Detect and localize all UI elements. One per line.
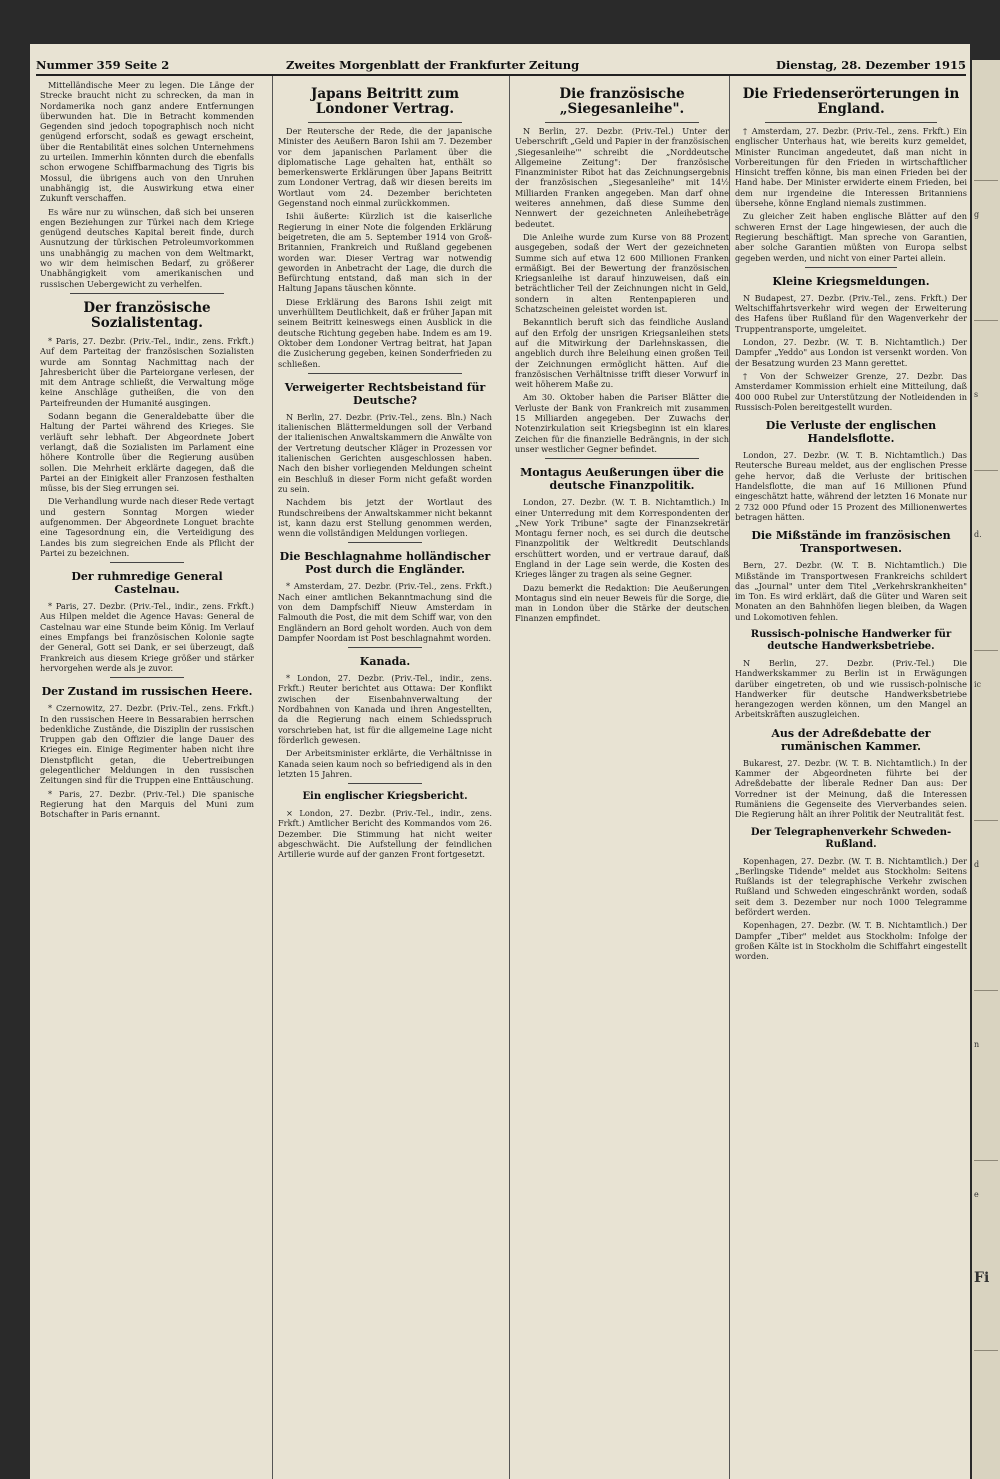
paragraph: † Von der Schweizer Grenze, 27. Dezbr. Das Amsterdamer Kommission erhielt eine Mitteilung, daß 400 000 Rubel zur Unterstützung der Notleidenden in Russisch-Polen bereitgestellt wurden. (735, 370, 967, 412)
page-stack-edge (972, 60, 1000, 1479)
article-heading: Der Telegraphenverkehr Schweden-Rußland. (750, 826, 952, 850)
section-rule (348, 647, 422, 648)
article-heading: Der Zustand im russischen Heere. (41, 685, 253, 699)
article-heading: Japans Beitritt zum Londoner Vertrag. (311, 86, 459, 117)
paragraph: Kopenhagen, 27. Dezbr. (W. T. B. Nichtamtlich.) Der „Berlingske Tidende" meldet aus Stockholm: Seitens Rußlands ist der telegraphische Verkehr zwischen Rußland und Schweden eingeschränkt worden, sodaß seit dem 3. Dezember nur noch 1000 Telegramme befördert werden. (735, 855, 967, 918)
edge-fragment: ic (974, 680, 982, 689)
paragraph: Der Reutersche der Rede, die der japanische Minister des Aeußern Baron Ishii am 7. Dezember vor dem japanischen Parlament über die diplomatische Lage gehalten hat, enthält so bemerkenswerte Erklärungen über Japans Beitritt zum Londoner Vertrag, daß wir diesen bereits im Wortlaut vom 24. Dezember berichteten Gegenstand noch einmal zurückkommen. (278, 126, 492, 209)
column-divider (729, 76, 730, 1479)
paragraph: Dazu bemerkt die Redaktion: Die Aeußerungen Montagus sind ein neuer Beweis für die Sorge, die man in London über die Stärke der deutschen Finanzen empfindet. (515, 582, 729, 624)
edge-fragment: e (974, 1190, 979, 1199)
masthead (36, 58, 966, 74)
paragraph: Bukarest, 27. Dezbr. (W. T. B. Nichtamtlich.) In der Kammer der Abgeordneten führte bei der Adreßdebatte der liberale Redner Dan aus: Der Vorredner ist der Meinung, daß die Interessen Rumäniens die Gegenseite des Vierverbandes seien. Die Regierung hält an ihrer Politik der Neutralität fest. (735, 757, 967, 820)
article-heading: Der französische Sozialistentag. (83, 299, 211, 331)
paragraph: Bekanntlich beruft sich das feindliche Ausland auf den Erfolg der unsrigen Kriegsanleihen stets auf die Mitwirkung der Darlehnskassen, die angeblich durch ihre Beleihung einen großen Teil der Zeichnungen ermöglicht hätten. Auf die französischen Verhältnisse trifft dieser Vorwurf in weit höherem Maße zu. (515, 317, 729, 390)
section-rule (545, 122, 699, 123)
article-heading: Ein englischer Kriegsbericht. (302, 791, 468, 803)
section-rule (545, 458, 699, 459)
paragraph: London, 27. Dezbr. (W. T. B. Nichtamtlich.) In einer Unterredung mit dem Korrespondenten der „New York Tribune" sagte der Finanzsekretär Montagu ferner noch, es sei durch die deutsche Finanzpolitik der Weltkredit Deutschlands erschüttert worden, und er vertraue darauf, daß England in der Lage sein werde, die Kosten des Krieges länger zu tragen als seine Gegner. (515, 497, 729, 580)
article-heading: Verweigerter Rechtsbeistand für Deutsche? (284, 380, 486, 407)
edge-fragment: d. (974, 530, 982, 539)
section-rule (348, 783, 422, 784)
section-rule (765, 122, 937, 123)
paragraph: * Czernowitz, 27. Dezbr. (Priv.-Tel., zens. Frkft.) In den russischen Heere in Bessarabien herrschen bedenkliche Zustände, die Disziplin der russischen Truppen gab den Offizier die lange Dauer des Krieges ein. Einige Regimenter haben nicht ihre Dienstpflicht getan, die Uebertreibungen gelegentlicher Meldungen in den russischen Zeitungen sind für die Truppen eine Enttäuschung. (40, 703, 254, 786)
article-heading: Die Friedenserörterungen in England. (742, 86, 960, 117)
article-heading: Die Beschlagnahme holländischer Post durch die Engländer. (279, 550, 491, 577)
paragraph: Der Arbeitsminister erklärte, die Verhältnisse in Kanada seien kaum noch so befriedigend als in den letzten 15 Jahren. (278, 748, 492, 779)
paragraph: N Budapest, 27. Dezbr. (Priv.-Tel., zens. Frkft.) Der Weltschiffahrtsverkehr wird wegen der Erweiterung des Hafens über Rußland für den Wagenverkehr der Truppentransporte, umgeleitet. (735, 292, 967, 334)
paragraph: London, 27. Dezbr. (W. T. B. Nichtamtlich.) Der Dampfer „Yeddo" aus London ist versenkt worden. Von der Besatzung wurden 23 Mann gerettet. (735, 337, 967, 368)
edge-fragment: g (974, 210, 980, 219)
article-heading: Die Mißstände im französischen Transportwesen. (751, 529, 951, 556)
section-rule (308, 373, 462, 374)
article-heading: Kanada. (359, 655, 411, 669)
paragraph: Zu gleicher Zeit haben englische Blätter auf den schweren Ernst der Lage hingewiesen, der auch die Regierung beschäftigt. Man spreche von Garantien, aber solche Garantien müßten von Europa selbst gegeben werden, und nicht von einer Partei allein. (735, 211, 967, 263)
edge-fragment: s (974, 390, 979, 399)
paragraph: Nachdem bis jetzt der Wortlaut des Rundschreibens der Anwaltskammer nicht bekannt ist, kann dazu erst Stellung genommen werden, wenn die vollständigen Meldungen vorliegen. (278, 497, 492, 539)
page-date: Dienstag, 28. Dezember 1915 (775, 58, 966, 72)
article-heading: Russisch-polnische Handwerker für deutsche Handwerksbetriebe. (750, 628, 952, 652)
column-1 (40, 80, 254, 1475)
column-3 (515, 80, 729, 1475)
column-2 (278, 80, 492, 1475)
paragraph: * Paris, 27. Dezbr. (Priv.-Tel.) Die spanische Regierung hat den Marquis del Muni zum Botschafter in Paris ernannt. (40, 788, 254, 820)
paragraph: Sodann begann die Generaldebatte über die Haltung der Partei während des Krieges. Sie verläuft sehr lebhaft. Der Abgeordnete Jobert verlangt, daß die Sozialisten im Parlament eine höhere Kontrolle über die Regierung ausüben sollen. Die Mehrheit erklärte dagegen, daß die Partei an der Einigkeit aller Franzosen festhalten müsse, bis der Sieg errungen sei. (40, 411, 254, 494)
paragraph: Diese Erklärung des Barons Ishii zeigt mit unverhülltem Deutlichkeit, daß er früher Japan mit seinem Beitritt keineswegs einen Ausblick in die deutsche Richtung gegeben habe. Indem es am 19. Oktober dem Londoner Vertrag beitrat, hat Japan die Zusicherung gegeben, keinen Sonderfrieden zu schließen. (278, 296, 492, 369)
section-rule (110, 562, 184, 563)
paragraph: Kopenhagen, 27. Dezbr. (W. T. B. Nichtamtlich.) Der Dampfer „Tiber" meldet aus Stockholm: Infolge der großen Kälte ist in Stockholm die Schiffahrt eingestellt worden. (735, 920, 967, 962)
paragraph: Es wäre nur zu wünschen, daß sich bei unseren engen Beziehungen zur Türkei nach dem Kriege genügend deutsches Kapital bereit finde, durch Ausnutzung der türkischen Petroleumvorkommen uns unabhängig zu machen von dem Weltmarkt, wo wir dem heimischen Bedarf, zu größerer Unabhängigkeit vom amerikanischen und russischen Uebergewicht zu verhelfen. (40, 206, 254, 289)
section-rule (308, 122, 462, 123)
section-rule (70, 293, 224, 294)
article-heading: Aus der Adreßdebatte der rumänischen Kammer. (771, 726, 931, 753)
paragraph: † Amsterdam, 27. Dezbr. (Priv.-Tel., zens. Frkft.) Ein englischer Unterhaus hat, wie bereits kurz gemeldet, Minister Runciman angedeutet, daß man nicht in Vorbereitungen für den Frieden in wirtschaftlicher Hinsicht treffen könne, bis man einen Frieden bei der Hand habe. Der Minister erwiderte einem Frieden, bei dem nur irgendeine die Interessen Britanniens übersehe, könne England niemals zustimmen. (735, 126, 967, 209)
paragraph: N Berlin, 27. Dezbr. (Priv.-Tel., zens. Bln.) Nach italienischen Blättermeldungen soll der Verband der italienischen Anwaltskammern die Anwälte von der Vertretung deutscher Kläger in Prozessen vor italienischen Gerichten ausgeschlossen haben. Nach den bisher vorliegenden Meldungen scheint ein Beschluß in dieser Form nicht gefaßt worden zu sein. (278, 411, 492, 494)
edge-fragment: d (974, 860, 980, 869)
paragraph: N Berlin, 27. Dezbr. (Priv.-Tel.) Unter der Ueberschrift „Geld und Papier in der französischen ‚Siegesanleihe'" schreibt die „Norddeutsche Allgemeine Zeitung": Der französische Finanzminister Ribot hat das Zeichnungsergebnis der französischen „Siegesanleihe" mit 14½ Milliarden Franken angegeben. Man darf ohne weiteres annehmen, daß diese Summe den Nennwert der gezeichneten Anleihebeträge bedeutet. (515, 126, 729, 229)
paragraph: * Amsterdam, 27. Dezbr. (Priv.-Tel., zens. Frkft.) Nach einer amtlichen Bekanntmachung sind die von dem Dampfschiff Nieuw Amsterdam in Falmouth die Post, die mit dem Schiff war, von den Engländern an Bord geholt worden. Auch von dem Dampfer Noordam ist Post beschlagnahmt worden. (278, 581, 492, 643)
page-number: Nummer 359 Seite 2 (36, 58, 170, 72)
paragraph: Die Verhandlung wurde nach dieser Rede vertagt und gestern Sonntag Morgen wieder aufgenommen. Der Abgeordnete Longuet brachte eine Tagesordnung ein, die Verteidigung des Landes bis zum siegreichen Ende als Pflicht der Partei zu bezeichnen. (40, 496, 254, 558)
column-divider (509, 76, 510, 1479)
masthead-rule (36, 74, 966, 76)
article-heading: Kleine Kriegsmeldungen. (772, 274, 930, 288)
paragraph: Ishii äußerte: Kürzlich ist die kaiserliche Regierung in einer Note die folgenden Erklärung beigetreten, die am 5. September 1914 von Groß-Britannien, Frankreich und Rußland gegebenen worden war. Dieser Vertrag war notwendig geworden in Anbetracht der Lage, die durch die Befürchtung entstand, daß man sich in der Haltung Japans täuschen könnte. (278, 211, 492, 294)
section-rule (110, 677, 184, 678)
section-rule (805, 267, 897, 268)
paragraph: * London, 27. Dezbr. (Priv.-Tel., indir., zens. Frkft.) Reuter berichtet aus Ottawa: Der Konflikt zwischen der Eisenbahnverwaltung der Nordbahnen von Kanada und ihren Angestellten, da die Regierung nach einem Schiedsspruch vorschrieben hat, ist für die allgemeine Lage nicht förderlich gewesen. (278, 673, 492, 745)
paragraph: London, 27. Dezbr. (W. T. B. Nichtamtlich.) Das Reutersche Bureau meldet, aus der englischen Presse gehe hervor, daß die Verluste der britischen Handelsflotte, die man auf 16 Millionen Pfund eingeschätzt hatte, während der letzten 16 Monate nur 2 732 000 Pfund oder 15 Prozent des Millionenwertes betragen hätten. (735, 450, 967, 522)
section-rule (348, 542, 422, 543)
column-4 (735, 80, 967, 1475)
paragraph: Die Anleihe wurde zum Kurse von 88 Prozent ausgegeben, sodaß der Wert der gezeichneten Summe sich auf etwa 12 600 Millionen Franken ermäßigt. Bei der Bewertung der französischen Kriegsanleihe ist darauf hinzuweisen, daß ein beträchtlicher Teil der Zeichnungen nicht in Geld, sondern in alten Rentenpapieren und Schatzscheinen geleistet worden ist. (515, 231, 729, 315)
paragraph: * Paris, 27. Dezbr. (Priv.-Tel., indir., zens. Frkft.) Auf dem Parteitag der französischen Sozialisten wurde am Sonntag Nachmittag nach der Jahresbericht über die Parteiorgane verlesen, der mit dem Antrage schließt, die Verwaltung möge keine Anschläge gutheißen, die von den Parteifreunden der Humanité ausgingen. (40, 335, 254, 408)
paragraph: × London, 27. Dezbr. (Priv.-Tel., indir., zens. Frkft.) Amtlicher Bericht des Kommandos vom 26. Dezember. Die Stimmung hat nicht weiter abgeschwächt. Die Aufstellung der feindlichen Artillerie wurde auf der ganzen Front fortgesetzt. (278, 808, 492, 860)
paper-title: Zweites Morgenblatt der Frankfurter Zeitung (286, 58, 580, 72)
article-heading: Die französische „Siegesanleihe". (559, 86, 685, 117)
paragraph: Mittelländische Meer zu legen. Die Länge der Strecke braucht nicht zu schrecken, da man in Nordamerika noch ganz andere Entfernungen überwunden hat. Die in Betracht kommenden Gegenden sind jedoch topographisch noch nicht genügend erforscht, sodaß es gewagt erscheint, über die Rentabilität eines solchen Unternehmens zu urteilen. Immerhin könnten durch die ebenfalls schon erwogene Schiffbarmachung des Tigris bis Mossul, die übrigens auch von den Unruhen unabhängig ist, die Auswirkung etwa einer Zukunft verschaffen. (40, 80, 254, 204)
paragraph: * Paris, 27. Dezbr. (Priv.-Tel., indir., zens. Frkft.) Aus Hilpen meldet die Agence Havas: General de Castelnau war eine Stunde beim König. Im Verlauf eines Empfangs bei französischen Kolonie sagte der General, Gott sei Dank, er sei überzeugt, daß Frankreich aus diesem Kriege größer und stärker hervorgehen werde als je zuvor. (40, 601, 254, 673)
paragraph: Bern, 27. Dezbr. (W. T. B. Nichtamtlich.) Die Mißstände im Transportwesen Frankreichs schildert das „Journal" unter dem Titel „Verkehrskrankheiten" im Ton. Es wird erklärt, daß die Güter und Waren seit Monaten an den Bahnhöfen liegen bleiben, da Wagen und Lokomotiven fehlen. (735, 560, 967, 622)
article-heading: Die Verluste der englischen Handelsflotte. (765, 419, 937, 446)
edge-fragment: Fi (974, 1270, 990, 1286)
column-divider (272, 76, 273, 1479)
paragraph: Am 30. Oktober haben die Pariser Blätter die Verluste der Bank von Frankreich mit zusammen 15 Milliarden angegeben. Der Zuwachs der Notenzirkulation seit Kriegsbeginn ist ein klares Zeichen für die finanzielle Bedrängnis, in der sich unser westlicher Gegner befindet. (515, 392, 729, 454)
edge-fragment: n (974, 1040, 980, 1049)
article-heading: Montagus Aeußerungen über die deutsche Finanzpolitik. (520, 466, 724, 493)
article-heading: Der ruhmredige General Castelnau. (71, 570, 223, 597)
paragraph: N Berlin, 27. Dezbr. (Priv.-Tel.) Die Handwerkskammer zu Berlin ist in Erwägungen darüber eingetreten, ob und wie russisch-polnische Handwerker für deutsche Handwerksbetriebe herangezogen werden können, um den Mangel an Arbeitskräften auszugleichen. (735, 657, 967, 720)
